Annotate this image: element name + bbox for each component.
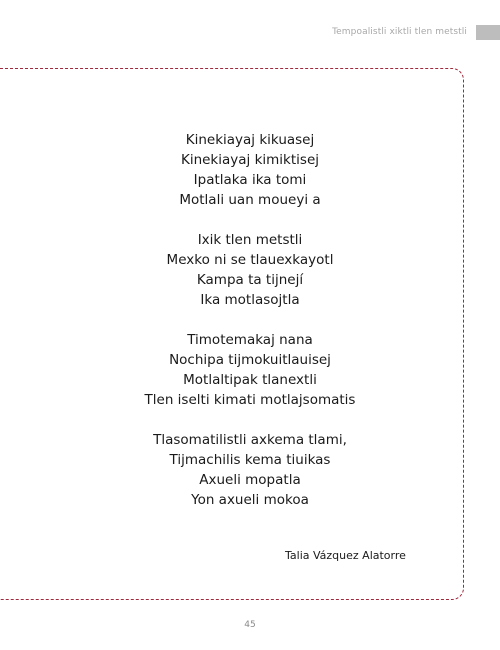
poem-line: Ika motlasojtla <box>200 292 300 308</box>
stanza-4 <box>0 430 500 510</box>
author-signature: Talia Vázquez Alatorre <box>285 549 406 562</box>
poem-line: Ipatlaka ika tomi <box>193 172 307 188</box>
header-tab-marker <box>476 25 500 40</box>
poem-line: Tlen iselti kimati motlajsomatis <box>144 392 356 408</box>
poem <box>0 130 500 530</box>
poem-line: Motlali uan moueyi a <box>179 192 321 208</box>
stanza-2 <box>0 230 500 310</box>
page-header-title: Tempoalistli xiktli tlen metstli <box>332 27 467 37</box>
page-number: 45 <box>244 620 256 630</box>
poem-line: Tijmachilis kema tiuikas <box>169 452 331 468</box>
poem-line: Nochipa tijmokuitlauisej <box>169 352 331 368</box>
poem-line: Mexko ni se tlauexkayotl <box>166 252 334 268</box>
poem-line: Kinekiayaj kimiktisej <box>180 152 320 168</box>
stanza-3 <box>0 330 500 410</box>
poem-line: Axueli mopatla <box>199 472 301 488</box>
poem-line: Yon axueli mokoa <box>191 492 309 508</box>
poem-line: Kinekiayaj kikuasej <box>185 132 315 148</box>
poem-line: Timotemakaj nana <box>187 332 313 348</box>
poem-line: Kampa ta tijnejí <box>196 272 304 288</box>
stanza-1 <box>0 130 500 210</box>
poem-line: Ixik tlen metstli <box>197 232 303 248</box>
poem-line: Motlaltipak tlanextli <box>183 372 317 388</box>
poem-line: Tlasomatilistli axkema tlami, <box>153 432 347 448</box>
